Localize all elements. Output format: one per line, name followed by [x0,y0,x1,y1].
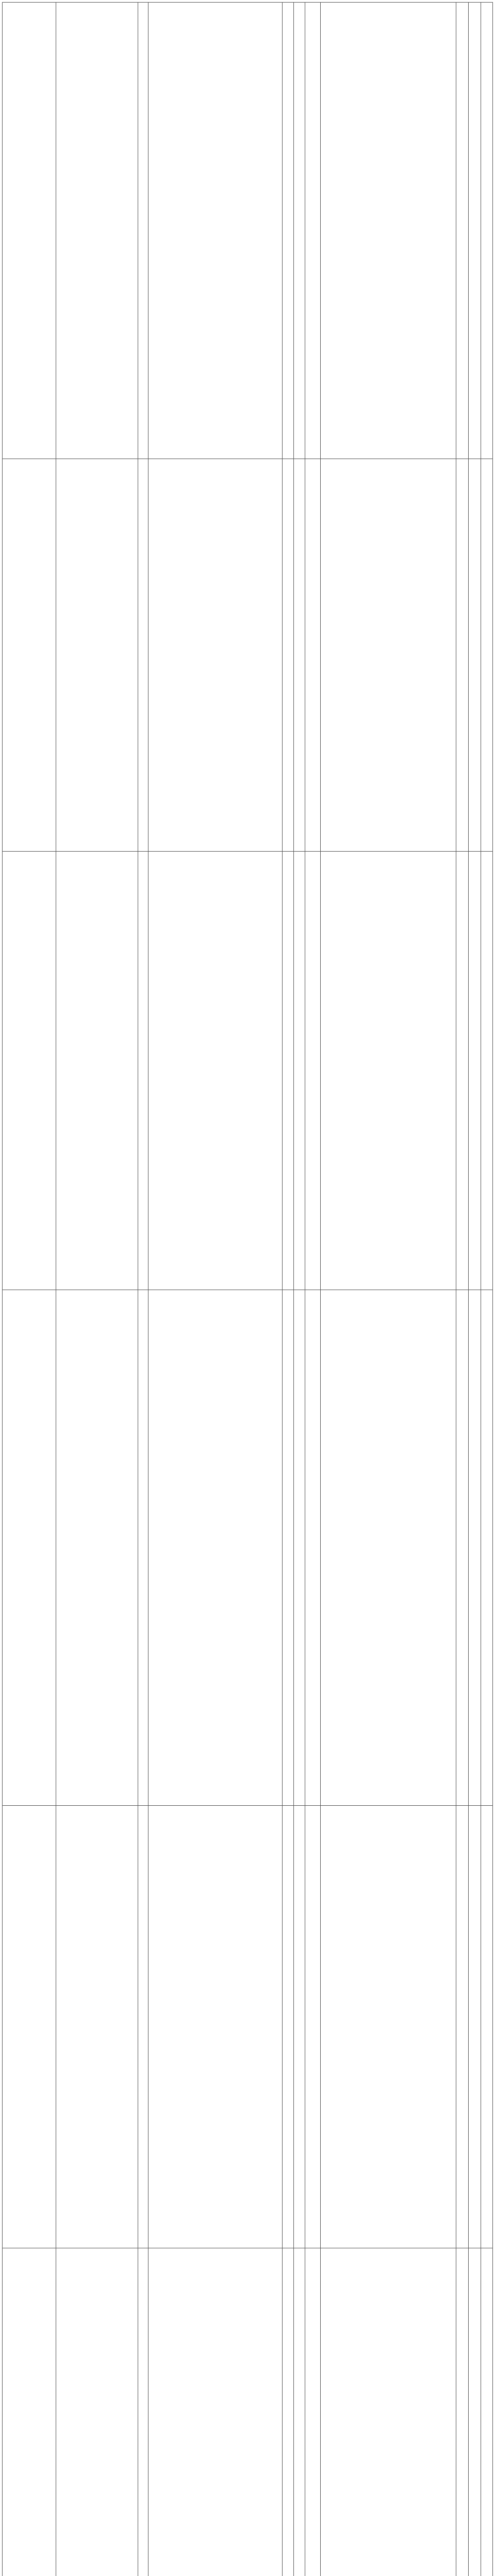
row-col-b [469,459,481,851]
row-col-c [481,2248,492,2576]
row-col-c [481,459,492,851]
table-row [3,459,492,852]
table-row [3,852,492,1290]
row-flag-2 [283,1806,294,2248]
row-flag-2 [283,3,294,459]
row-flag-4 [305,459,321,851]
row-rule-text [148,2248,282,2576]
row-reason [321,459,456,851]
row-col-b [469,1806,481,2248]
row-description [56,2248,139,2576]
row-flag-4 [305,1806,321,2248]
row-flag-1 [138,1290,148,1805]
row-col-c [481,1806,492,2248]
row-reason [321,1290,456,1805]
row-flag-1 [138,3,148,459]
row-flag-3 [294,1290,305,1805]
row-description [56,1290,139,1805]
row-rule-text [148,459,282,851]
row-id [3,3,56,459]
row-rule-text [148,852,282,1290]
row-rule-text [148,1290,282,1805]
table-row [3,3,492,459]
row-col-a [456,3,469,459]
row-flag-3 [294,2248,305,2576]
table-row [3,1290,492,1806]
row-col-b [469,3,481,459]
row-reason [321,852,456,1290]
row-flag-3 [294,3,305,459]
row-flag-1 [138,2248,148,2576]
row-flag-4 [305,1290,321,1805]
row-id [3,852,56,1290]
row-flag-2 [283,1290,294,1805]
row-col-a [456,1290,469,1805]
row-flag-4 [305,2248,321,2576]
row-description [56,852,139,1290]
table-row [3,1806,492,2248]
row-flag-2 [283,852,294,1290]
row-flag-1 [138,459,148,851]
row-col-a [456,1806,469,2248]
row-col-c [481,1290,492,1805]
row-col-c [481,852,492,1290]
row-flag-3 [294,459,305,851]
row-col-b [469,1290,481,1805]
table-row [3,2248,492,2576]
row-flag-2 [283,2248,294,2576]
row-rule-text [148,1806,282,2248]
row-description [56,1806,139,2248]
row-flag-4 [305,3,321,459]
row-reason [321,2248,456,2576]
row-col-a [456,852,469,1290]
row-flag-1 [138,852,148,1290]
row-col-a [456,2248,469,2576]
row-flag-1 [138,1806,148,2248]
row-description [56,3,139,459]
row-flag-4 [305,852,321,1290]
row-col-b [469,852,481,1290]
row-col-a [456,459,469,851]
row-flag-2 [283,459,294,851]
row-rule-text [148,3,282,459]
row-col-c [481,3,492,459]
row-id [3,2248,56,2576]
row-flag-3 [294,1806,305,2248]
rules-table [2,2,493,2576]
row-reason [321,3,456,459]
row-description [56,459,139,851]
row-id [3,1290,56,1805]
row-id [3,459,56,851]
row-col-b [469,2248,481,2576]
row-flag-3 [294,852,305,1290]
row-reason [321,1806,456,2248]
row-id [3,1806,56,2248]
